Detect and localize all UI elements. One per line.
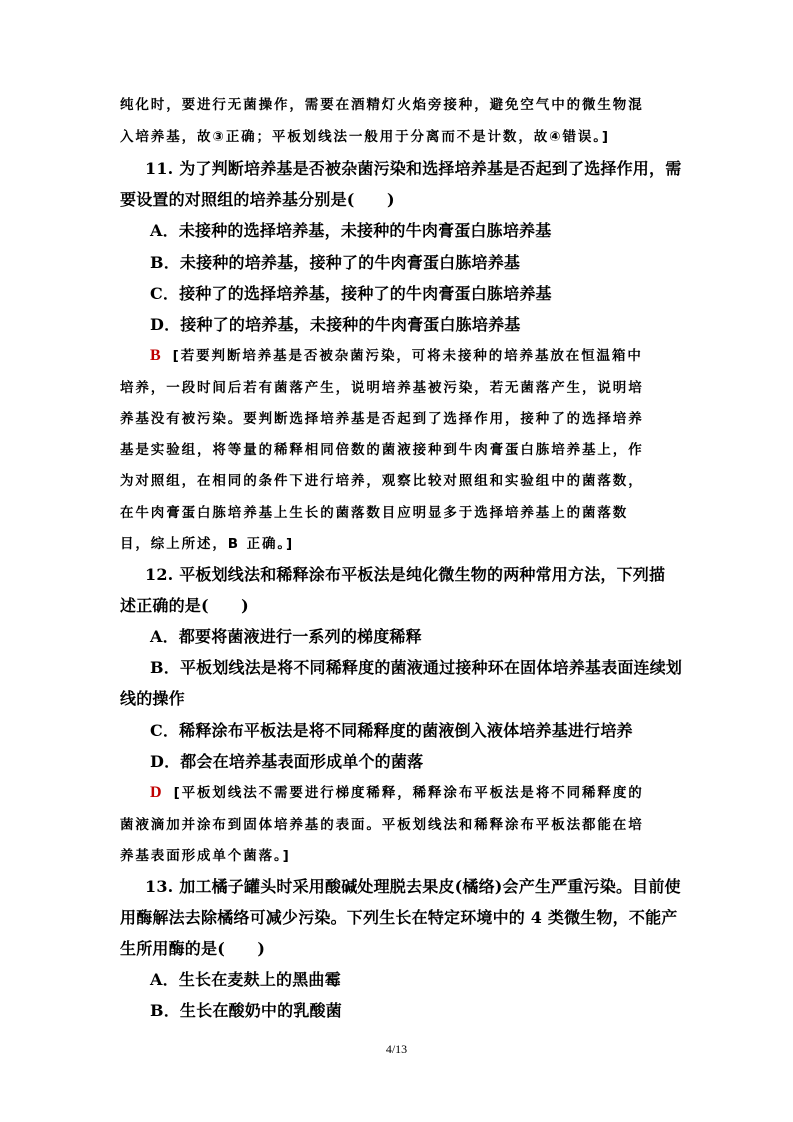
question-13-option-a: A．生长在麦麸上的黑曲霉 [150, 970, 341, 989]
explanation-line: 纯化时，要进行无菌操作，需要在酒精灯火焰旁接种，避免空气中的微生物混 [120, 97, 644, 113]
question-11-option-c: C．接种了的选择培养基，接种了的牛肉膏蛋白胨培养基 [150, 284, 552, 303]
question-12-stem: 12. 平板划线法和稀释涂布平板法是纯化微生物的两种常用方法，下列描 [145, 565, 666, 584]
explanation-line: 菌液滴加并涂布到固体培养基的表面。平板划线法和稀释涂布平板法都能在培 [120, 817, 644, 833]
question-12-option-c: C．稀释涂布平板法是将不同稀释度的菌液倒入液体培养基进行培养 [150, 721, 633, 740]
question-13-option-b: B．生长在酸奶中的乳酸菌 [150, 1001, 342, 1020]
answer-letter: D [150, 784, 162, 801]
question-11-stem: 要设置的对照组的培养基分别是( ) [120, 190, 395, 209]
question-12-option-b: B．平板划线法是将不同稀释度的菌液通过接种环在固体培养基表面连续划 [150, 658, 683, 677]
question-11-option-b: B．未接种的培养基，接种了的牛肉膏蛋白胨培养基 [150, 253, 521, 272]
answer-letter: B [150, 347, 161, 364]
question-12-option-b: 线的操作 [120, 689, 185, 708]
explanation-text: [平板划线法不需要进行梯度稀释，稀释涂布平板法是将不同稀释度的 [173, 785, 644, 801]
question-13-stem: 用酶解法去除橘络可减少污染。下列生长在特定环境中的 4 类微生物，不能产 [120, 908, 678, 927]
explanation-line: 养基没有被污染。要判断选择培养基是否起到了选择作用，接种了的选择培养 [120, 411, 644, 427]
question-12-stem: 述正确的是( ) [120, 596, 249, 615]
question-11-option-d: D．接种了的培养基，未接种的牛肉膏蛋白胨培养基 [150, 315, 521, 334]
question-12-option-a: A．都要将菌液进行一系列的梯度稀释 [150, 627, 422, 646]
page-number: 4/13 [385, 1042, 408, 1056]
explanation-line: 基是实验组，将等量的稀释相同倍数的菌液接种到牛肉膏蛋白胨培养基上，作 [120, 442, 644, 458]
question-13-stem: 13. 加工橘子罐头时采用酸碱处理脱去果皮(橘络)会产生严重污染。目前使 [145, 877, 681, 896]
question-11-stem: 11. 为了判断培养基是否被杂菌污染和选择培养基是否起到了选择作用，需 [145, 159, 682, 178]
explanation-line [150, 345, 643, 367]
explanation-line [150, 782, 644, 804]
question-11-option-a: A．未接种的选择培养基，未接种的牛肉膏蛋白胨培养基 [150, 221, 552, 240]
explanation-line: 为对照组，在相同的条件下进行培养，观察比较对照组和实验组中的菌落数， [120, 473, 644, 489]
question-13-stem: 生所用酶的是( ) [120, 939, 266, 958]
explanation-line: 目，综上所述，B 正确。] [120, 536, 295, 552]
question-12-option-d: D．都会在培养基表面形成单个的菌落 [150, 752, 424, 771]
explanation-text: [若要判断培养基是否被杂菌污染，可将未接种的培养基放在恒温箱中 [172, 348, 643, 364]
explanation-line: 入培养基，故③正确；平板划线法一般用于分离而不是计数，故④错误。] [120, 129, 610, 145]
explanation-line: 养基表面形成单个菌落。] [120, 848, 291, 864]
explanation-line: 培养，一段时间后若有菌落产生，说明培养基被污染，若无菌落产生，说明培 [120, 380, 644, 396]
explanation-line: 在牛肉膏蛋白胨培养基上生长的菌落数目应明显多于选择培养基上的菌落数 [120, 505, 629, 521]
